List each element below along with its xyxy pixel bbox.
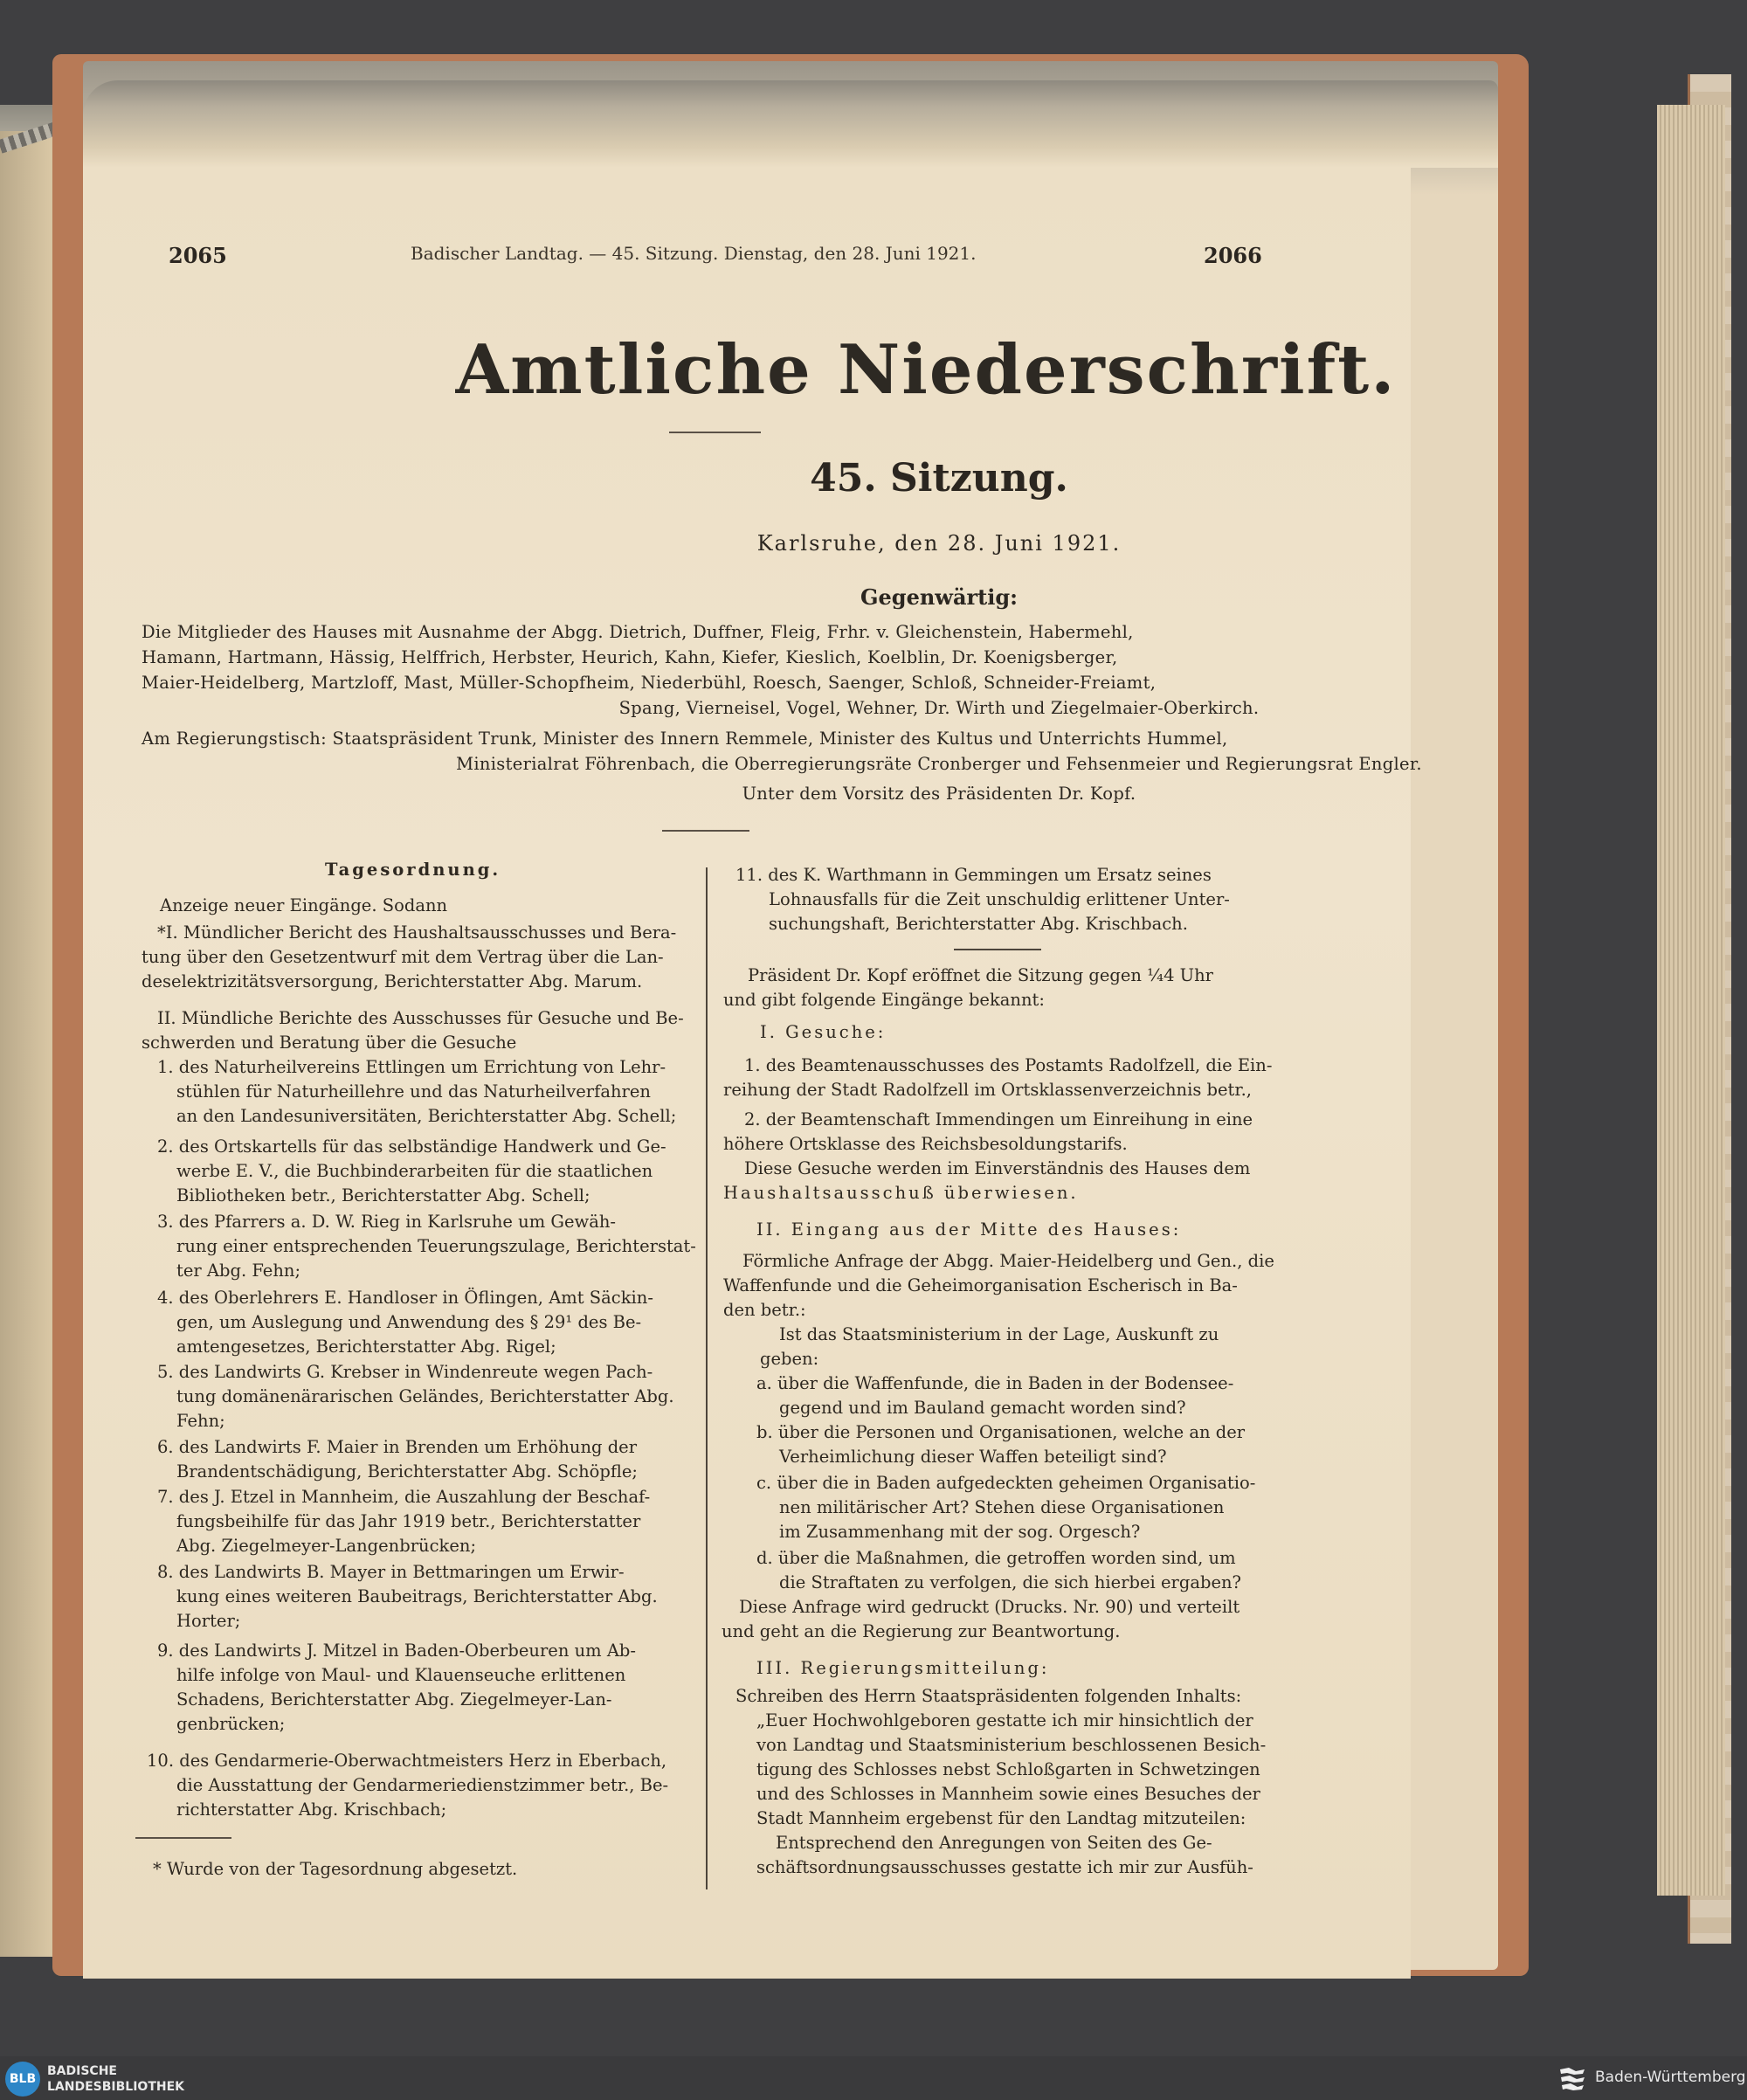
column-divider xyxy=(954,949,1041,950)
question-line: nen militärischer Art? Stehen diese Organisationen xyxy=(779,1497,1225,1517)
footnote-rule xyxy=(135,1837,231,1839)
section-heading: II. Eingang aus der Mitte des Hauses: xyxy=(756,1219,1182,1240)
minutes-line: Ist das Staatsministerium in der Lage, Auskunft zu xyxy=(779,1324,1219,1344)
baden-wuerttemberg-label[interactable]: Baden-Württemberg xyxy=(1595,2069,1746,2086)
agenda-item: genbrücken; xyxy=(176,1714,286,1734)
page-number-right: 2066 xyxy=(1204,243,1262,268)
agenda-item: 8. des Landwirts B. Mayer in Bettmaringen um Erwir- xyxy=(157,1562,625,1582)
agenda-item: 10. des Gendarmerie-Oberwachtmeisters Herz in Eberbach, xyxy=(147,1751,667,1771)
minutes-line: reihung der Stadt Radolfzell im Ortsklassenverzeichnis betr., xyxy=(723,1080,1252,1100)
agenda-item: Fehn; xyxy=(176,1411,225,1431)
minutes-line: schäftsordnungsausschusses gestatte ich mir zur Ausfüh- xyxy=(756,1857,1253,1877)
question-line: a. über die Waffenfunde, die in Baden in der Bodensee- xyxy=(756,1373,1234,1393)
minutes-line: Präsident Dr. Kopf eröffnet die Sitzung gegen ¼4 Uhr xyxy=(748,965,1213,985)
section-heading: III. Regierungsmitteilung: xyxy=(756,1658,1050,1678)
agenda-item: Schadens, Berichterstatter Abg. Ziegelmeyer-Lan- xyxy=(176,1689,612,1710)
minutes-line: Haushaltsausschuß überwiesen. xyxy=(723,1183,1079,1203)
agenda-item: an den Landesuniversitäten, Berichterstatter Abg. Schell; xyxy=(176,1106,677,1126)
title-divider xyxy=(669,432,761,433)
agenda-item: 11. des K. Warthmann in Gemmingen um Ersatz seines xyxy=(735,865,1212,885)
minutes-line: 1. des Beamtenausschusses des Postamts Radolfzell, die Ein- xyxy=(744,1055,1273,1075)
minutes-line: „Euer Hochwohlgeboren gestatte ich mir hinsichtlich der xyxy=(756,1710,1253,1730)
minutes-line: und des Schlosses in Mannheim sowie eines Besuches der xyxy=(756,1784,1260,1804)
running-head: Badischer Landtag. — 45. Sitzung. Dienstag, den 28. Juni 1921. xyxy=(411,243,977,264)
library-name-line2: LANDESBIBLIOTHEK xyxy=(47,2080,185,2094)
agenda-item: tung domänenärarischen Geländes, Berichterstatter Abg. xyxy=(176,1386,674,1406)
agenda-item: werbe E. V., die Buchbinderarbeiten für die staatlichen xyxy=(176,1161,653,1181)
column-rule xyxy=(706,867,708,1889)
viewer-footer xyxy=(0,2056,1747,2100)
minutes-line: Diese Gesuche werden im Einverständnis des Hauses dem xyxy=(744,1158,1251,1178)
agenda-line: schwerden und Beratung über die Gesuche xyxy=(142,1033,517,1053)
members-line: Maier-Heidelberg, Martzloff, Mast, Müller-Schopfheim, Niederbühl, Roesch, Saenger, Schloß, Schneider-Freiamt, xyxy=(142,673,1157,693)
agenda-item: die Ausstattung der Gendarmeriedienstzimmer betr., Be- xyxy=(176,1775,669,1795)
question-line: c. über die in Baden aufgedeckten geheimen Organisatio- xyxy=(756,1473,1256,1493)
agenda-item: 4. des Oberlehrers E. Handloser in Öflingen, Amt Säckin- xyxy=(157,1288,653,1308)
agenda-item: 1. des Naturheilvereins Ettlingen um Errichtung von Lehr- xyxy=(157,1057,666,1077)
section-heading: I. Gesuche: xyxy=(760,1022,887,1042)
members-line: Hamann, Hartmann, Hässig, Helffrich, Herbster, Heurich, Kahn, Kiefer, Kieslich, Koelblin, Dr. Koenigsberger, xyxy=(142,647,1118,667)
agenda-item: ter Abg. Fehn; xyxy=(176,1261,301,1281)
page-top-curl xyxy=(83,80,1498,168)
agenda-item: 6. des Landwirts F. Maier in Brenden um Erhöhung der xyxy=(157,1437,638,1457)
minutes-line: Entsprechend den Anregungen von Seiten des Ge- xyxy=(776,1833,1212,1853)
minutes-line: tigung des Schlosses nebst Schloßgarten in Schwetzingen xyxy=(756,1759,1260,1779)
government-line: Ministerialrat Föhrenbach, die Oberregierungsräte Cronberger und Fehsenmeier und Regierungsrat Engler. xyxy=(456,754,1422,774)
agenda-item: 2. des Ortskartells für das selbständige Handwerk und Ge- xyxy=(157,1136,666,1157)
agenda-item: kung eines weiteren Baubeitrags, Berichterstatter Abg. xyxy=(176,1586,658,1606)
minutes-line: den betr.: xyxy=(723,1300,806,1320)
agenda-item: rung einer entsprechenden Teuerungszulage, Berichterstat- xyxy=(176,1236,696,1256)
agenda-heading: Tagesordnung. xyxy=(325,860,501,880)
agenda-line: II. Mündliche Berichte des Ausschusses für Gesuche und Be- xyxy=(157,1008,684,1028)
agenda-item: Horter; xyxy=(176,1611,241,1631)
agenda-item: richterstatter Abg. Krischbach; xyxy=(176,1800,447,1820)
blb-logo-icon[interactable]: BLB xyxy=(5,2062,40,2097)
document-title: Amtliche Niederschrift. xyxy=(455,330,1397,410)
minutes-line: Förmliche Anfrage der Abgg. Maier-Heidelberg und Gen., die xyxy=(742,1251,1274,1271)
minutes-line: Stadt Mannheim ergebenst für den Landtag mitzuteilen: xyxy=(756,1808,1246,1828)
agenda-item: 7. des J. Etzel in Mannheim, die Auszahlung der Beschaf- xyxy=(157,1487,651,1507)
agenda-item: 9. des Landwirts J. Mitzel in Baden-Oberbeuren um Ab- xyxy=(157,1641,636,1661)
members-line: Die Mitglieder des Hauses mit Ausnahme der Abgg. Dietrich, Duffner, Fleig, Frhr. v. Gleichenstein, Habermehl, xyxy=(142,622,1134,642)
footnote: * Wurde von der Tagesordnung abgesetzt. xyxy=(153,1859,518,1879)
agenda-item: 3. des Pfarrers a. D. W. Rieg in Karlsruhe um Gewäh- xyxy=(157,1212,616,1232)
agenda-item: suchungshaft, Berichterstatter Abg. Krischbach. xyxy=(769,914,1188,934)
agenda-item: 5. des Landwirts G. Krebser in Windenreute wegen Pach- xyxy=(157,1362,653,1382)
agenda-line: deselektrizitätsversorgung, Berichterstatter Abg. Marum. xyxy=(142,971,643,991)
agenda-item: Abg. Ziegelmeyer-Langenbrücken; xyxy=(176,1536,477,1556)
place-date: Karlsruhe, den 28. Juni 1921. xyxy=(756,531,1122,556)
question-line: b. über die Personen und Organisationen, welche an der xyxy=(756,1422,1246,1442)
baden-wuerttemberg-crest-icon xyxy=(1557,2062,1588,2094)
library-name-line1: BADISCHE xyxy=(47,2064,117,2078)
question-line: Verheimlichung dieser Waffen beteiligt sind? xyxy=(779,1447,1167,1467)
agenda-line: Anzeige neuer Eingänge. Sodann xyxy=(160,895,448,915)
minutes-line: höhere Ortsklasse des Reichsbesoldungstarifs. xyxy=(723,1134,1128,1154)
agenda-item: Bibliotheken betr., Berichterstatter Abg. Schell; xyxy=(176,1185,590,1205)
present-heading: Gegenwärtig: xyxy=(860,584,1018,610)
minutes-line: geben: xyxy=(760,1349,819,1369)
agenda-line: *I. Mündlicher Bericht des Haushaltsausschusses und Bera- xyxy=(157,922,677,943)
agenda-item: amtengesetzes, Berichterstatter Abg. Rigel; xyxy=(176,1337,556,1357)
minutes-line: von Landtag und Staatsministerium beschlossenen Besich- xyxy=(756,1735,1267,1755)
members-line: Spang, Vierneisel, Vogel, Wehner, Dr. Wirth und Ziegelmaier-Oberkirch. xyxy=(618,698,1260,718)
question-line: die Straftaten zu verfolgen, die sich hierbei ergaben? xyxy=(779,1572,1241,1592)
chair-line: Unter dem Vorsitz des Präsidenten Dr. Kopf. xyxy=(742,784,1136,804)
agenda-item: stühlen für Naturheillehre und das Naturheilverfahren xyxy=(176,1081,651,1102)
page-number-left: 2065 xyxy=(169,243,227,268)
question-line: d. über die Maßnahmen, die getroffen worden sind, um xyxy=(756,1548,1236,1568)
minutes-line: Diese Anfrage wird gedruckt (Drucks. Nr. 90) und verteilt xyxy=(739,1597,1240,1617)
government-line: Am Regierungstisch: Staatspräsident Trunk, Minister des Innern Remmele, Minister des Kultus und Unterrichts Hummel, xyxy=(142,729,1228,749)
minutes-line: Waffenfunde und die Geheimorganisation Escherisch in Ba- xyxy=(723,1275,1238,1295)
question-line: im Zusammenhang mit der sog. Orgesch? xyxy=(779,1522,1141,1542)
agenda-item: Brandentschädigung, Berichterstatter Abg. Schöpfle; xyxy=(176,1461,638,1482)
minutes-line: und geht an die Regierung zur Beantwortung. xyxy=(722,1621,1121,1641)
session-heading: 45. Sitzung. xyxy=(810,456,1068,501)
agenda-item: gen, um Auslegung und Anwendung des § 29¹ des Be- xyxy=(176,1312,642,1332)
agenda-item: Lohnausfalls für die Zeit unschuldig erlittener Unter- xyxy=(769,889,1230,909)
minutes-line: 2. der Beamtenschaft Immendingen um Einreihung in eine xyxy=(744,1109,1253,1129)
agenda-line: tung über den Gesetzentwurf mit dem Vertrag über die Lan- xyxy=(142,947,664,967)
section-divider xyxy=(662,830,749,832)
minutes-line: Schreiben des Herrn Staatspräsidenten folgenden Inhalts: xyxy=(735,1686,1242,1706)
question-line: gegend und im Bauland gemacht worden sind? xyxy=(779,1398,1186,1418)
minutes-line: und gibt folgende Eingänge bekannt: xyxy=(723,990,1045,1010)
agenda-item: fungsbeihilfe für das Jahr 1919 betr., Berichterstatter xyxy=(176,1511,641,1531)
agenda-item: hilfe infolge von Maul- und Klauenseuche erlittenen xyxy=(176,1665,626,1685)
